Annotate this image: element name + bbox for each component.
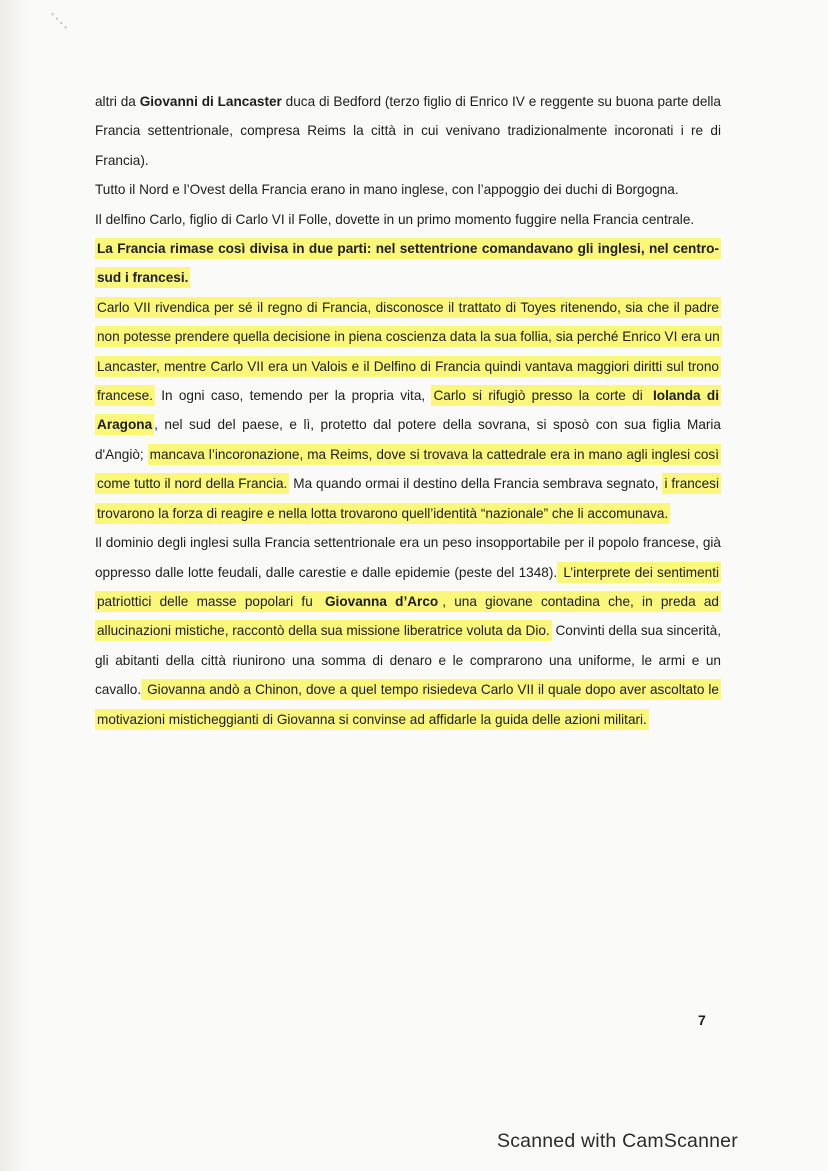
paragraph	[95, 175, 721, 204]
text-run: duca di Bedford (terzo figlio di Enrico IV e reggente su buona parte della Francia settentrionale, compresa Reims la città in cui venivano tradizionalmente incoronati i re di Francia).	[95, 94, 721, 168]
paragraph	[95, 87, 721, 175]
highlighted-text: mancava l’incoronazione, ma Reims, dove si trovava la cattedrale era in mano agli inglesi così come tutto il nord della Francia.	[95, 444, 721, 494]
camscanner-watermark: Scanned with CamScanner	[497, 1130, 738, 1152]
highlighted-text: , una giovane contadina che, in preda ad allucinazioni mistiche, raccontò della sua missione liberatrice voluta da Dio.	[95, 591, 721, 641]
text-run: Giovanni di Lancaster	[139, 94, 282, 109]
text-run: Il dominio degli inglesi sulla Francia settentrionale era un peso insopportabile per il popolo francese, già oppresso dalle lotte feudali, dalle carestie e dalle epidemie (peste del 1348).	[95, 535, 721, 580]
text-run: Ma quando ormai il destino della Francia sembrava segnato,	[289, 476, 663, 492]
highlighted-text: La Francia rimase così divisa in due parti: nel settentrione comandavano gli inglesi, nel centro-sud i francesi.	[95, 238, 721, 288]
page-edge-shadow	[0, 0, 34, 1171]
scan-artifact-marks: ••••	[47, 9, 73, 35]
text-run: Convinti della sua sincerità, gli abitanti della città riunirono una somma di denaro e le comprarono una uniforme, le armi e un cavallo.	[95, 623, 721, 698]
text-run: Il delfino Carlo, figlio di Carlo VI il Folle, dovette in un primo momento fuggire nella Francia centrale.	[95, 211, 695, 227]
highlighted-text: Iolanda di Aragona	[95, 385, 721, 435]
highlighted-text: Carlo VII rivendica per sé il regno di Francia, disconosce il trattato di Toyes ritenendo, sia che il padre non potesse prendere quella decisione in piena coscienza data la sua follia, sia perché Enrico VI era un Lancaster, mentre Carlo VII era un Valois e il Delfino di Francia quindi vantava maggiori diritti sul trono francese.	[95, 297, 722, 406]
document-body	[95, 87, 721, 734]
highlighted-text: Giovanna d’Arco	[323, 591, 440, 612]
text-run: , nel sud del paese, e lì, protetto dal potere della sovrana, si sposò con sua figlia Maria d'Angiò;	[95, 417, 721, 462]
text-run: altri da	[95, 94, 140, 109]
text-run: Tutto il Nord e l’Ovest della Francia erano in mano inglese, con l’appoggio dei duchi di Borgogna.	[95, 182, 679, 198]
paragraph	[95, 528, 721, 734]
text-run: In ogni caso, temendo per la propria vita,	[154, 388, 432, 404]
highlighted-text: Giovanna andò a Chinon, dove a quel tempo risiedeva Carlo VII il quale dopo aver ascoltato le motivazioni misticheggianti di Giovanna si convinse ad affidarle la guida delle azioni militari.	[95, 679, 721, 729]
paragraph	[95, 234, 721, 293]
paragraph	[95, 205, 721, 234]
highlighted-text: L’interprete dei sentimenti patriottici delle masse popolari fu	[95, 562, 721, 612]
page-number: 7	[698, 1012, 706, 1028]
highlighted-text: Carlo si rifugiò presso la corte di	[431, 385, 651, 406]
paragraph	[95, 293, 721, 528]
highlighted-text: i francesi trovarono la forza di reagire e nella lotta trovarono quell’identità “nazionale” che li accomunava.	[95, 473, 721, 523]
